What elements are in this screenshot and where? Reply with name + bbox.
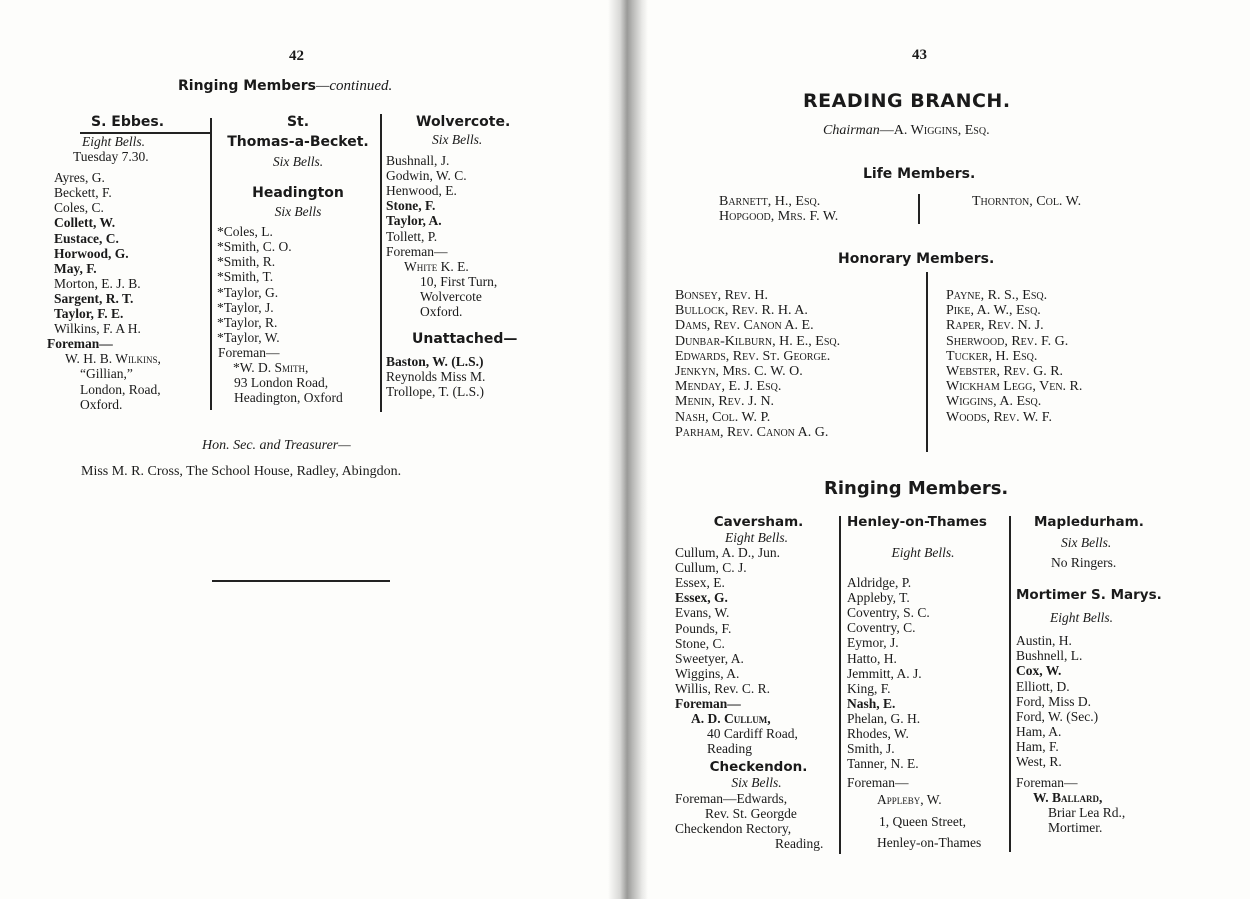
list-item: Menin, Rev. J. N. xyxy=(675,394,775,410)
caversham-title: Caversham. xyxy=(713,514,804,530)
ebbes-foreman-address: Oxford. xyxy=(80,396,123,412)
headington-title: Headington xyxy=(252,185,344,202)
list-item: *Taylor, W. xyxy=(217,329,280,345)
headington-foreman-name: *W. D. Smith, xyxy=(233,360,309,376)
life-members-left xyxy=(719,194,838,224)
list-item: Coles, C. xyxy=(54,200,104,216)
list-item: Bushnell, L. xyxy=(1016,648,1083,664)
honorary-members-left xyxy=(675,288,840,440)
honorary-members-heading: Honorary Members. xyxy=(838,251,995,267)
list-item: *Smith, T. xyxy=(217,269,274,285)
ebbes-title: S. Ebbes. xyxy=(90,114,165,130)
list-item: Reynolds Miss M. xyxy=(386,369,486,385)
wolvercote-foreman-name: White K. E. xyxy=(404,258,469,274)
list-item: Beckett, F. xyxy=(54,185,112,201)
list-item: Ford, Miss D. xyxy=(1016,693,1092,709)
checkendon-foreman-address: Checkendon Rectory, xyxy=(675,820,792,836)
list-item: Jenkyn, Mrs. C. W. O. xyxy=(675,364,803,380)
column-divider xyxy=(380,114,382,412)
column-divider xyxy=(918,194,920,224)
mapledurham-bells: Six Bells. xyxy=(1061,535,1112,550)
wolvercote-title: Wolvercote. xyxy=(416,114,511,130)
ebbes-foreman-address: London, Road, xyxy=(80,381,161,397)
wolvercote-foreman-address: 10, First Turn, xyxy=(420,273,498,289)
list-item: Pike, A. W., Esq. xyxy=(946,303,1041,319)
list-item: Jemmitt, A. J. xyxy=(847,665,922,681)
list-item: Hopgood, Mrs. F. W. xyxy=(719,209,839,224)
checkendon-title: Checkendon. xyxy=(709,759,808,776)
ebbes-member-list xyxy=(45,170,210,336)
list-item: Taylor, F. E. xyxy=(54,306,124,322)
list-item: Stone, F. xyxy=(386,198,436,214)
list-item: Hatto, H. xyxy=(847,650,897,666)
wolvercote-foreman-address: Wolvercote xyxy=(420,288,482,304)
list-item: Willis, Rev. C. R. xyxy=(675,680,770,696)
list-item: Tucker, H. Esq. xyxy=(946,348,1038,364)
list-item: Essex, E. xyxy=(675,575,725,591)
mapledurham-title: Mapledurham. xyxy=(1034,514,1144,530)
headington-bells: Six Bells xyxy=(274,204,322,220)
list-item: Wiggins, A. xyxy=(675,665,740,681)
list-item: Tollett, P. xyxy=(386,228,438,244)
column-divider xyxy=(839,516,841,854)
caversham-foreman-address: Reading xyxy=(707,741,752,757)
list-item: Ham, A. xyxy=(1016,723,1062,739)
caversham-bells: Eight Bells. xyxy=(725,530,788,545)
checkendon-foreman-address: Reading. xyxy=(775,835,824,851)
wolvercote-member-list xyxy=(386,153,546,244)
mortimer-foreman-address: Mortimer. xyxy=(1048,820,1103,836)
list-item: Stone, C. xyxy=(675,635,725,651)
headington-foreman-label: Foreman— xyxy=(218,344,280,360)
list-item: Cullum, C. J. xyxy=(675,560,747,576)
henley-foreman-address: 1, Queen Street, xyxy=(879,813,966,829)
chairman-line: Chairman—A. Wiggins, Esq. xyxy=(823,123,990,138)
unattached-title: Unattached— xyxy=(412,331,518,348)
end-rule xyxy=(212,580,390,582)
checkendon-foreman-address: Rev. St. Georgde xyxy=(705,805,797,821)
list-item: Phelan, G. H. xyxy=(847,710,921,726)
ebbes-bells: Eight Bells. xyxy=(82,134,145,149)
list-item: Barnett, H., Esq. xyxy=(719,194,821,209)
list-item: Cullum, A. D., Jun. xyxy=(675,545,781,561)
mapledurham-column xyxy=(1016,514,1186,836)
mortimer-member-list xyxy=(1016,633,1186,769)
list-item: Bullock, Rev. R. H. A. xyxy=(675,303,808,319)
list-item: Collett, W. xyxy=(54,215,116,231)
list-item: Pounds, F. xyxy=(675,620,732,636)
mortimer-foreman-name: W. Ballard, xyxy=(1033,790,1103,806)
list-item: Henwood, E. xyxy=(386,183,457,199)
ebbes-practice: Tuesday 7.30. xyxy=(73,149,149,165)
list-item: Wilkins, F. A H. xyxy=(54,321,141,337)
list-item: Parham, Rev. Canon A. G. xyxy=(675,424,829,440)
list-item: *Taylor, G. xyxy=(217,284,279,300)
list-item: Raper, Rev. N. J. xyxy=(946,318,1044,334)
thomas-bells: Six Bells. xyxy=(272,154,324,169)
mortimer-foreman-label: Foreman— xyxy=(1016,775,1078,791)
life-members-heading: Life Members. xyxy=(863,166,976,182)
list-item: Coventry, S. C. xyxy=(847,605,930,621)
title-rule xyxy=(80,132,210,134)
ringing-members-heading: Ringing Members. xyxy=(824,478,1009,499)
list-item: Horwood, G. xyxy=(54,245,129,261)
list-item: Ford, W. (Sec.) xyxy=(1016,708,1099,724)
list-item: Tanner, N. E. xyxy=(847,756,919,772)
page-heading: Ringing Members—continued. xyxy=(178,78,393,94)
list-item: Coventry, C. xyxy=(847,620,916,636)
thomas-title: St. xyxy=(286,114,310,130)
right-page xyxy=(640,0,1250,899)
henley-column xyxy=(847,514,1009,850)
wolvercote-foreman-label: Foreman— xyxy=(386,243,448,259)
column-divider xyxy=(210,118,212,410)
list-item: Ham, F. xyxy=(1016,738,1059,754)
caversham-foreman-address: 40 Cardiff Road, xyxy=(707,726,798,742)
list-item: Eustace, C. xyxy=(54,230,119,246)
list-item: Bushnall, J. xyxy=(386,153,450,169)
column-divider xyxy=(926,272,928,452)
list-item: *Smith, R. xyxy=(217,254,276,270)
list-item: *Coles, L. xyxy=(217,224,273,240)
list-item: Sherwood, Rev. F. G. xyxy=(946,333,1069,349)
list-item: Webster, Rev. G. R. xyxy=(946,364,1064,380)
mortimer-foreman-address: Briar Lea Rd., xyxy=(1048,805,1126,821)
list-item: Wickham Legg, Ven. R. xyxy=(946,379,1083,395)
list-item: Aldridge, P. xyxy=(847,575,912,591)
list-item: Menday, E. J. Esq. xyxy=(675,379,782,395)
list-item: Nash, E. xyxy=(847,695,896,711)
hon-sec-label: Hon. Sec. and Treasurer— xyxy=(202,438,351,453)
ebbes-foreman-label: Foreman— xyxy=(47,336,113,352)
henley-title: Henley-on-Thames xyxy=(847,514,987,530)
list-item: Dams, Rev. Canon A. E. xyxy=(675,318,814,334)
list-item: Woods, Rev. W. F. xyxy=(946,409,1052,425)
list-item: King, F. xyxy=(847,680,891,696)
list-item: Bonsey, Rev. H. xyxy=(675,288,768,303)
hon-sec-entry: Miss M. R. Cross, The School House, Radley, Abingdon. xyxy=(81,464,402,479)
list-item: Rhodes, W. xyxy=(847,726,909,742)
mortimer-title: Mortimer S. Marys. xyxy=(1016,587,1162,604)
ebbes-column xyxy=(45,114,210,412)
list-item: Smith, J. xyxy=(847,741,895,757)
wolvercote-foreman-address: Oxford. xyxy=(420,304,463,320)
list-item: Evans, W. xyxy=(675,605,730,621)
wolvercote-bells: Six Bells. xyxy=(432,132,483,147)
henley-bells: Eight Bells. xyxy=(891,545,955,560)
list-item: Austin, H. xyxy=(1016,633,1072,649)
list-item: Thornton, Col. W. xyxy=(972,194,1082,209)
caversham-foreman-label: Foreman— xyxy=(675,696,741,712)
henley-foreman-address: Henley-on-Thames xyxy=(877,834,982,850)
headington-foreman-address: 93 London Road, xyxy=(234,375,329,391)
page-number: 43 xyxy=(912,47,927,63)
henley-member-list xyxy=(847,575,1009,771)
list-item: Ayres, G. xyxy=(54,170,105,186)
honorary-members-right xyxy=(946,288,1082,425)
henley-foreman-name: Appleby, W. xyxy=(877,792,942,808)
mortimer-bells: Eight Bells. xyxy=(1050,610,1113,626)
ebbes-foreman-address: “Gillian,” xyxy=(80,366,133,382)
list-item: Taylor, A. xyxy=(386,213,442,229)
life-members-right xyxy=(972,194,1081,209)
column-divider xyxy=(1009,516,1011,852)
list-item: May, F. xyxy=(54,260,97,276)
left-page xyxy=(0,0,615,899)
unattached-member-list xyxy=(386,354,546,399)
list-item: Sweetyer, A. xyxy=(675,650,744,666)
list-item: *Taylor, J. xyxy=(217,299,274,315)
list-item: West, R. xyxy=(1016,754,1062,770)
page-number: 42 xyxy=(289,48,304,64)
list-item: Dunbar-Kilburn, H. E., Esq. xyxy=(675,333,841,349)
headington-foreman-address: Headington, Oxford xyxy=(234,390,343,406)
list-item: Appleby, T. xyxy=(847,590,910,606)
list-item: *Smith, C. O. xyxy=(217,239,292,255)
list-item: Cox, W. xyxy=(1016,663,1062,679)
checkendon-bells: Six Bells. xyxy=(731,775,782,791)
ebbes-foreman-name: W. H. B. Wilkins, xyxy=(65,351,161,367)
mapledurham-note: No Ringers. xyxy=(1051,555,1117,571)
list-item: Essex, G. xyxy=(675,590,728,606)
list-item: Wiggins, A. Esq. xyxy=(946,394,1042,410)
list-item: Trollope, T. (L.S.) xyxy=(386,384,485,400)
caversham-foreman-name: A. D. Cullum, xyxy=(691,711,771,727)
list-item: Sargent, R. T. xyxy=(54,290,134,306)
caversham-member-list xyxy=(675,545,838,696)
list-item: Edwards, Rev. St. George. xyxy=(675,348,831,364)
list-item: Eymor, J. xyxy=(847,635,899,651)
thomas-column xyxy=(216,114,380,405)
checkendon-foreman: Foreman—Edwards, xyxy=(675,790,788,806)
wolvercote-column xyxy=(386,114,546,399)
list-item: Morton, E. J. B. xyxy=(54,275,141,291)
henley-foreman-label: Foreman— xyxy=(847,775,909,791)
list-item: Baston, W. (L.S.) xyxy=(386,354,484,370)
branch-title: READING BRANCH. xyxy=(803,90,1011,112)
list-item: Godwin, W. C. xyxy=(386,168,467,184)
caversham-column xyxy=(675,514,838,851)
list-item: Nash, Col. W. P. xyxy=(675,409,771,425)
headington-member-list xyxy=(216,224,380,345)
list-item: Payne, R. S., Esq. xyxy=(946,288,1048,303)
list-item: Elliott, D. xyxy=(1016,678,1070,694)
list-item: *Taylor, R. xyxy=(217,314,278,330)
thomas-title: Thomas-a-Becket. xyxy=(227,134,369,150)
